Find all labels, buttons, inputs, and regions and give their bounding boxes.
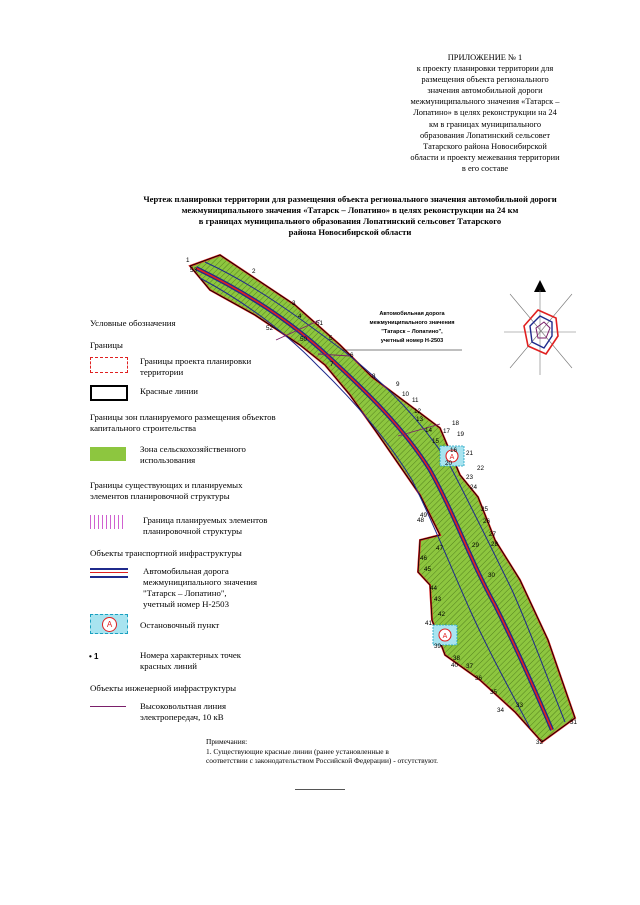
point-label: 41 (425, 620, 433, 627)
title-line: Чертеж планировки территории для размещения объекта регионального значения автомобильной дороги (143, 194, 557, 204)
bus-stop-label: А (449, 454, 455, 461)
point-label: 37 (466, 663, 474, 670)
road-swatch (90, 568, 128, 578)
point-label: 29 (472, 542, 480, 549)
legend-planned-elements: Граница планируемых элементов планировочной структуры (143, 515, 268, 536)
point-label: 30 (488, 572, 496, 579)
point-label: 34 (497, 707, 505, 714)
point-label: 14 (425, 427, 433, 434)
legend-elements-heading: Границы существующих и планируемых элементов планировочной структуры (90, 480, 243, 501)
footer-divider (295, 789, 345, 790)
point-label: 32 (536, 739, 544, 746)
point-label: 45 (424, 566, 432, 573)
project-boundary-swatch (90, 357, 128, 373)
appendix-line: ПРИЛОЖЕНИЕ № 1 (447, 53, 523, 62)
point-label: 51 (316, 320, 324, 327)
road-callout-line: межмуниципального значения (369, 320, 455, 326)
point-label: 28 (491, 541, 499, 548)
legend-project-boundary: Границы проекта планировки территории (140, 356, 252, 377)
legend-zones-heading: Границы зон планируемого размещения объектов капитального строительства (90, 412, 276, 433)
point-label: 35 (490, 689, 498, 696)
notes-line: 1. Существующие красные линии (ранее установленные в (206, 746, 389, 756)
notes (206, 737, 438, 766)
point-label: 39 (434, 643, 442, 650)
point-label: 40 (451, 662, 459, 669)
road-callout-line: Автомобильная дорога (379, 311, 445, 317)
legend-point-marker: • 1 (89, 652, 99, 661)
legend-engineering-heading: Объекты инженерной инфраструктуры (90, 683, 237, 693)
point-label: 17 (443, 428, 451, 435)
legend-bus-stop: Остановочный пункт (140, 620, 220, 630)
notes-heading: Примечания: (206, 737, 248, 746)
title-line: межмуниципального значения «Татарск – Лопатино» в целях реконструкции на 24 км (181, 205, 519, 215)
point-label: 24 (470, 484, 478, 491)
point-label: 22 (477, 465, 485, 472)
power-line-swatch (90, 706, 126, 707)
point-label: 21 (466, 450, 474, 457)
appendix-line: к проекту планировки территории для (416, 64, 554, 74)
point-label: 10 (402, 391, 410, 398)
point-label: 26 (483, 518, 491, 525)
road-callout-line: учетный номер Н-2503 (380, 338, 444, 344)
legend-power-line: Высоковольтная линия электропередач, 10 кВ (140, 701, 227, 722)
point-label: 46 (420, 555, 428, 562)
point-label: 4 (298, 313, 302, 320)
road-callout (369, 310, 454, 344)
point-label: 38 (453, 655, 461, 662)
appendix-line: значения автомобильной дороги (427, 86, 543, 96)
appendix-line: межмуниципального значения «Татарск – (410, 97, 560, 107)
point-label: 15 (432, 438, 440, 445)
planned-elements-swatch (90, 515, 126, 529)
point-label: 18 (452, 420, 460, 427)
point-label: 2 (252, 268, 256, 275)
point-label: 33 (516, 702, 524, 709)
point-label: 50 (300, 336, 308, 343)
point-label: 48 (417, 517, 425, 524)
point-label: 20 (445, 460, 453, 467)
point-label: 53 (190, 267, 198, 274)
point-label: 6 (350, 352, 354, 359)
point-label: 16 (450, 447, 458, 454)
bus-stop-swatch (90, 614, 128, 634)
point-label: 13 (416, 416, 424, 423)
appendix-line: области и проекту межевания территории (410, 152, 560, 162)
point-label: 3 (292, 300, 296, 307)
point-label: 7 (330, 361, 334, 368)
point-label: 11 (412, 397, 419, 404)
appendix-line: в его составе (461, 163, 509, 173)
point-label: 23 (466, 474, 474, 481)
point-label: 9 (396, 381, 400, 388)
point-label: 27 (489, 531, 497, 538)
title-line: района Новосибирской области (288, 227, 412, 237)
bus-stop-2 (433, 625, 457, 645)
appendix-line: Татарского района Новосибирской (423, 141, 547, 151)
point-label: 42 (438, 611, 446, 618)
point-label: 52 (266, 325, 274, 332)
red-lines-swatch (90, 385, 128, 401)
appendix-line: образования Лопатинский сельсовет (419, 130, 551, 140)
point-label: 19 (457, 431, 465, 438)
point-label: 8 (372, 373, 376, 380)
point-label: 5 (329, 335, 333, 342)
bus-stop-label: А (442, 633, 448, 640)
legend-transport-heading: Объекты транспортной инфраструктуры (90, 548, 242, 558)
point-label: 36 (475, 675, 483, 682)
title-line: в границах муниципального образования Лопатинский сельсовет Татарского (198, 216, 502, 226)
appendix-line: размещения объекта регионального (421, 75, 549, 85)
legend-points: Номера характерных точек красных линий (140, 650, 242, 671)
point-label: 43 (434, 596, 442, 603)
legend-heading: Условные обозначения (90, 318, 176, 328)
notes-line: соответствии с законодательством Российской Федерации) - отсутствуют. (206, 756, 439, 765)
agri-zone-swatch (90, 447, 126, 461)
legend-boundaries-heading: Границы (90, 340, 123, 350)
compass-rose (500, 280, 580, 380)
point-label: 25 (481, 506, 489, 513)
point-label: 31 (570, 719, 578, 726)
point-label: 49 (420, 512, 428, 519)
legend-agri-zone: Зона сельскохозяйственного использования (140, 444, 246, 465)
point-label: 12 (414, 408, 422, 415)
appendix-line: км в границах муниципального (428, 119, 542, 129)
road-callout-line: "Татарск – Лопатино", (381, 329, 443, 335)
point-label: 44 (430, 585, 438, 592)
appendix-line: Лопатино» в целях реконструкции на 24 (413, 108, 557, 118)
bus-stop-icon: А (102, 617, 117, 632)
point-label: 1 (186, 257, 190, 264)
legend-road: Автомобильная дорога межмуниципального значения "Татарск – Лопатино", учетный номер Н-2503 (143, 566, 258, 609)
legend-red-lines: Красные линии (140, 386, 199, 396)
point-label: 47 (436, 545, 444, 552)
